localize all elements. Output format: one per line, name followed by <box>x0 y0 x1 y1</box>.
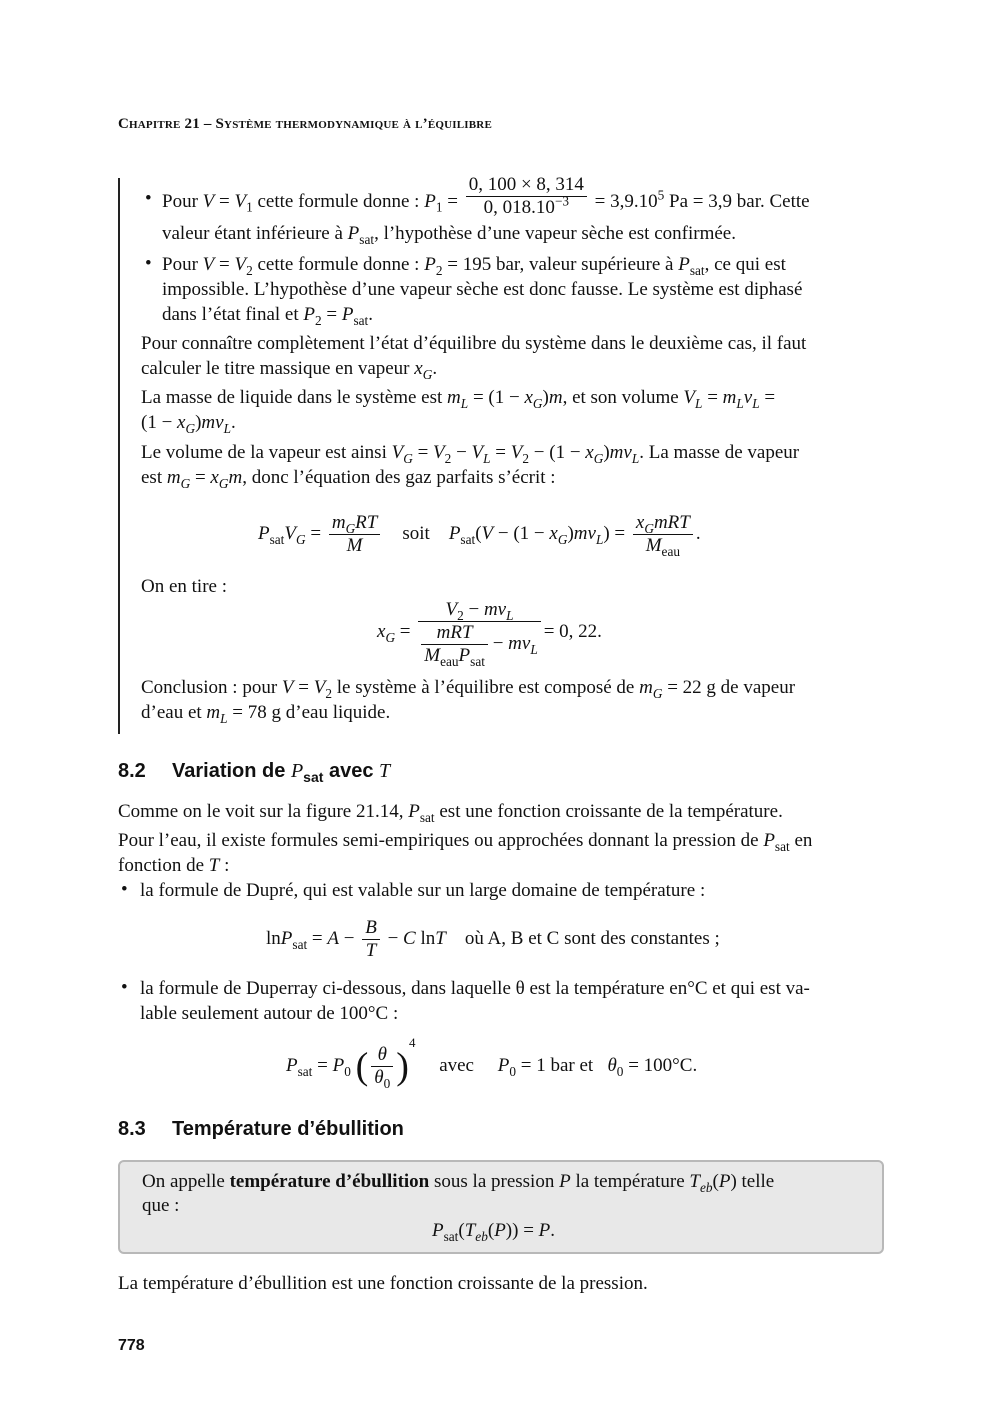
margin-bar <box>118 178 120 734</box>
conclusion-line2: d’eau et $m_L = 78$ g d’eau liquide. <box>141 702 391 726</box>
para-vapour-line2: est $m_G = x_Gm$, donc l’équation des gaz parfaits s’écrit : <box>141 467 556 491</box>
sec82-para1: Comme on le voit sur la figure 21.14, $P_{sat}$ est une fonction croissante de la température. <box>118 801 783 825</box>
section-8-3-heading: 8.3 Température d’ébullition <box>118 1118 404 1140</box>
fraction-p1: $\frac{0, 100 \times 8, 314}{0, 018.10^{-3}}$ <box>466 174 587 219</box>
definition-line2: que : <box>142 1195 180 1216</box>
sec82-bullet-duperray-line2: lable seulement autour de 100°C : <box>140 1003 399 1024</box>
equation-xg: $x_G$ = $V_2 - mv_L$ $\frac{\text{mRT}}{M_{eau}P_{sat}}$ − $mv_L$ = 0, 22. <box>377 598 602 669</box>
conclusion-line1: Conclusion : pour $V = V_2$ le système à l’équilibre est composé de $m_G = 22$ g de vapeur <box>141 677 796 701</box>
fraction-mgrt: $\frac{m_GRT}{M}$ <box>329 512 381 557</box>
bullet-dot: • <box>121 977 128 998</box>
para-on-en-tire: On en tire : <box>141 576 228 597</box>
para-titre-line1: Pour connaître complètement l’état d’équilibre du système dans le deuxième cas, il faut <box>141 333 807 354</box>
sec83-after: La température d’ébullition est une fonction croissante de la pression. <box>118 1273 648 1294</box>
bullet-dot: • <box>121 879 128 900</box>
para-liquid-line1: La masse de liquide dans le système est $m_L = (1 - x_G)m$, et son volume $V_L = m_Lv_L$ = <box>141 387 776 411</box>
bullet-dot: • <box>145 253 152 274</box>
definition-line1: On appelle température d’ébullition sous la pression P la température $T_{eb}(P)$ telle <box>142 1171 775 1195</box>
page-number: 778 <box>118 1337 145 1354</box>
sec82-bullet-dupre: la formule de Dupré, qui est valable sur un large domaine de température : <box>140 880 706 901</box>
bullet1-line1: Pour $V = V_1$ cette formule donne : $P_1$ = $\frac{0, 100 \times 8, 314}{0, 018.10^{-3}}$ = $3,9.10^5$ Pa = 3,9 bar. Cette <box>162 174 810 218</box>
sec82-para2-line1: Pour l’eau, il existe formules semi-empiriques ou approchées donnant la pression de $P_{sat}$ en <box>118 830 813 854</box>
definition-equation: $P_{sat}(T_{eb}(P)) = P$. <box>432 1220 556 1244</box>
fraction-xgmrt: $\frac{x_GmRT}{M_{eau}}$ <box>633 512 693 557</box>
bullet-dot: • <box>145 188 152 209</box>
sec82-para2-line2: fonction de T : <box>118 855 230 876</box>
equation-gas: $P_{sat}V_G$ = $\frac{m_GRT}{M}$ soit $P_{sat}(V - (1 - x_G)mv_L)$ = $\frac{x_GmRT}{M_{eau}}$ . <box>258 512 701 559</box>
para-liquid-line2: $(1 - x_G)mv_L$. <box>141 412 236 436</box>
equation-dupre: lnP$_{sat}$ = A − $\frac{B}{T}$ − C lnT où A, B et C sont des constantes ; <box>266 917 720 962</box>
bullet2-line2: impossible. L’hypothèse d’une vapeur sèche est donc fausse. Le système est diphasé <box>162 279 803 300</box>
bullet2-line1: Pour $V = V_2$ cette formule donne : $P_2 = 195$ bar, valeur supérieure à $P_{sat}$, ce qui est <box>162 254 786 278</box>
equation-duperray: $P_{sat} = P_0$ ( $\frac{\theta}{\theta_0}$ )$^4$ avec $P_0 = 1$ bar et $\theta_0 = 100^\circ C$. <box>286 1035 698 1091</box>
sec82-bullet-duperray-line1: la formule de Duperray ci-dessous, dans laquelle θ est la température en°C et qui est va- <box>140 978 810 999</box>
fraction-theta: $\frac{\theta}{\theta_0}$ <box>371 1044 393 1089</box>
para-titre-line2: calculer le titre massique en vapeur $x_G$. <box>141 358 438 382</box>
running-header <box>118 116 492 133</box>
fraction-b-over-t: $\frac{B}{T}$ <box>362 917 380 962</box>
fraction-xg: $V_2 - mv_L$ $\frac{\text{mRT}}{M_{eau}P_{sat}}$ − $mv_L$ <box>418 599 540 667</box>
chapter-title: Système thermodynamique à l’équilibre <box>215 116 492 132</box>
section-8-2-heading: 8.2 Variation de $P_{sat}$ avec T <box>118 760 391 785</box>
chapter-label: Chapitre 21 – <box>118 116 216 132</box>
para-vapour-line1: Le volume de la vapeur est ainsi $V_G = V_2 - V_L = V_2 - (1 - x_G)mv_L$. La masse de vapeur <box>141 442 800 466</box>
bullet1-line2: valeur étant inférieure à $P_{sat}$, l’hypothèse d’une vapeur sèche est confirmée. <box>162 223 736 247</box>
bullet2-line3: dans l’état final et $P_2 = P_{sat}$. <box>162 304 374 328</box>
